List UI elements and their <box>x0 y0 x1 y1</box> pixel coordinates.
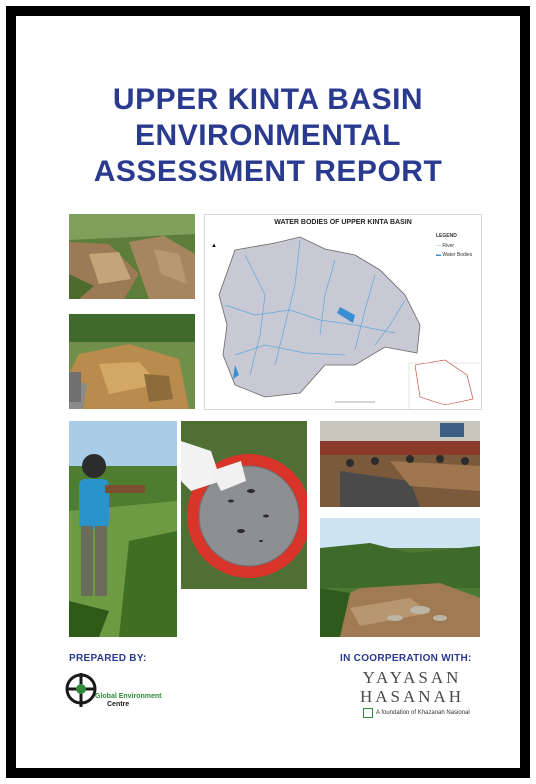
gec-emblem-icon <box>65 672 97 710</box>
legend-item-river: — River <box>436 243 455 249</box>
hasanah-emblem-icon <box>363 708 373 718</box>
title-line-3: ASSESSMENT REPORT <box>93 155 443 188</box>
field-worker-photo <box>69 421 177 637</box>
yayasan-line-1: YAYASAN <box>362 668 462 687</box>
map-title: WATER BODIES OF UPPER KINTA BASIN <box>274 219 412 226</box>
map-legend <box>436 233 472 258</box>
svg-text:▲: ▲ <box>211 243 217 249</box>
report-title <box>0 82 536 190</box>
gec-line-2: Centre <box>107 701 130 708</box>
mudslide-photo <box>69 314 195 409</box>
river-photo <box>320 518 480 637</box>
meeting-room-photo <box>320 421 480 507</box>
legend-item-water: ▬ Water Bodies <box>436 252 473 258</box>
cooperation-label: IN COORPERATION WITH: <box>340 653 472 664</box>
landslide-photo <box>69 214 195 299</box>
water-bodies-map <box>204 214 482 410</box>
title-line-2: ENVIRONMENTAL <box>135 119 401 152</box>
yayasan-subline: A foundation of Khazanah Nasional <box>376 710 470 716</box>
title-line-1: UPPER KINTA BASIN <box>112 83 424 116</box>
gec-wordmark <box>95 693 162 709</box>
legend-label-water: Water Bodies <box>442 252 473 258</box>
legend-label-river: River <box>442 243 455 249</box>
prepared-by-label: PREPARED BY: <box>69 653 147 664</box>
sieve-sample-photo <box>181 421 307 589</box>
legend-title: LEGEND <box>436 233 457 239</box>
gec-line-1: Global Environment <box>95 693 162 700</box>
yayasan-line-2: HASANAH <box>359 687 465 706</box>
